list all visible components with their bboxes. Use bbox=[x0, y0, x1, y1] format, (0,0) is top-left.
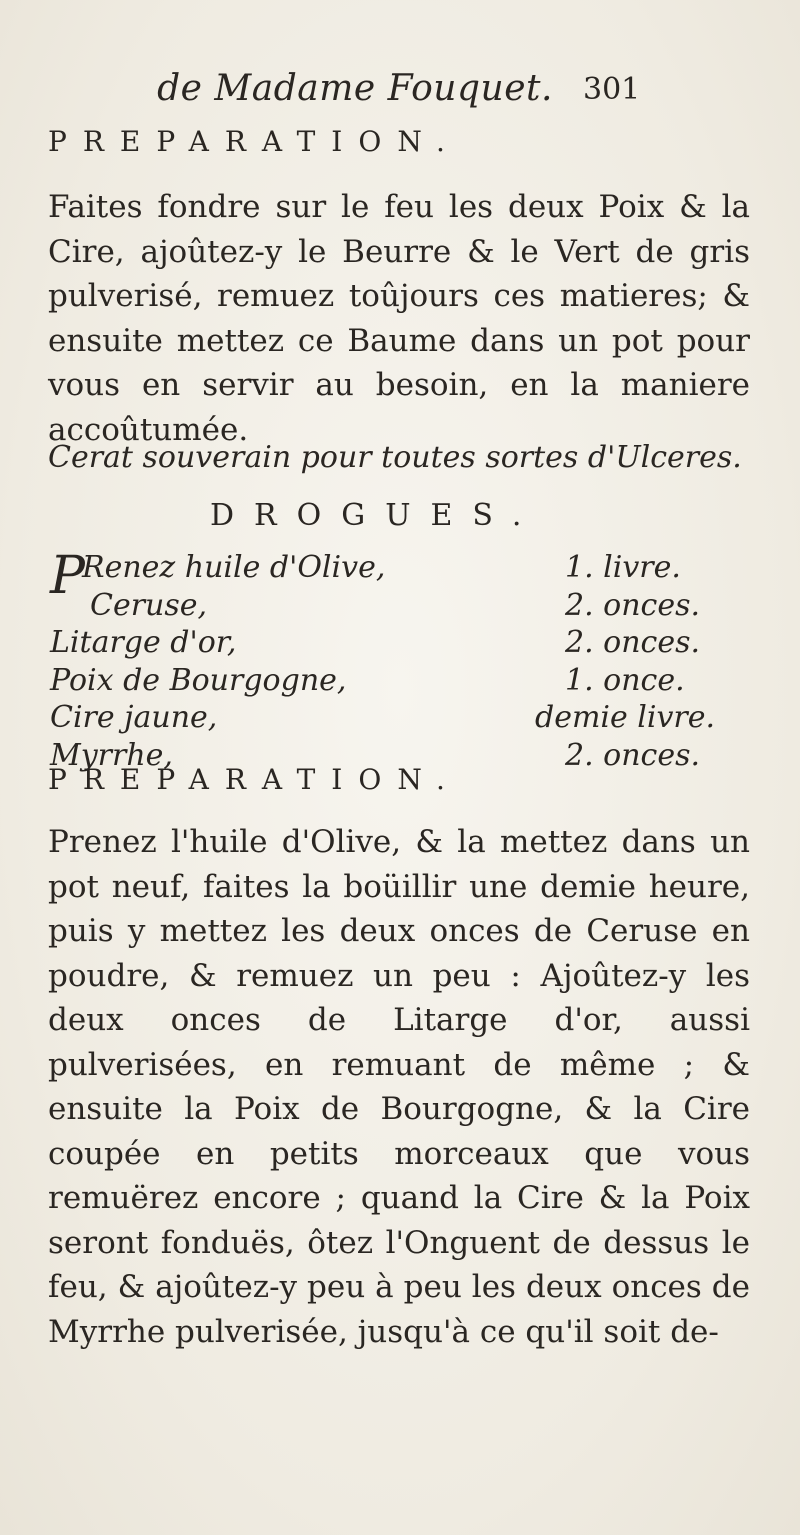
ingredient-list bbox=[50, 546, 750, 775]
ingredient-name: Myrrhe, bbox=[50, 737, 173, 773]
preparation-paragraph-2: Prenez l'huile d'Olive, & la mettez dans un pot neuf, faites la boüillir une demie heure, puis y mettez les deux onces de Ceruse en poudre, & remuez un peu : Ajoûtez-y les deux onces de Litarge d'or, aussi pulverisées, en remuant de même ; & ensuite la Poix de Bourgogne, & la Cire coupée en petits morceaux que vous remuërez encore ; quand la Cire & la Poix seront fonduës, ôtez l'Onguent de dessus le feu, & ajoûtez-y peu à peu les deux onces de Myrrhe pulverisée, jusqu'à ce qu'il soit de- bbox=[48, 824, 750, 1350]
ingredient-row bbox=[50, 663, 750, 701]
page-number: 301 bbox=[583, 72, 641, 107]
preparation-heading-2: PREPARATION. bbox=[48, 763, 461, 796]
ingredient-row bbox=[50, 550, 750, 588]
ingredient-quantity: 2. onces. bbox=[565, 737, 701, 773]
ingredient-name: Poix de Bourgogne, bbox=[50, 662, 347, 698]
ingredient-name: Litarge d'or, bbox=[50, 625, 237, 660]
ingredient-quantity: 1. once. bbox=[565, 662, 685, 698]
running-header: de Madame Fouquet. bbox=[157, 68, 553, 109]
preparation-paragraph-1: Faites fondre sur le feu les deux Poix & la Cire, ajoûtez-y le Beurre & le Vert de gris pulverisé, remuez toûjours ces matieres; & ensuite mettez ce Baume dans un pot pour vous en servir au besoin, en la maniere accoûtumée. bbox=[48, 189, 750, 448]
ingredient-quantity: 2. onces. bbox=[565, 587, 701, 623]
ingredient-name: Cire jaune, bbox=[50, 700, 218, 735]
ingredient-row bbox=[50, 700, 750, 738]
drogues-heading: DROGUES. bbox=[210, 498, 542, 533]
ingredient-quantity: 2. onces. bbox=[565, 625, 701, 660]
ingredient-row bbox=[50, 588, 750, 626]
ingredient-row bbox=[50, 625, 750, 663]
ingredient-name: Ceruse, bbox=[90, 587, 208, 623]
ingredient-quantity: demie livre. bbox=[535, 700, 716, 735]
drop-cap: P bbox=[50, 546, 85, 606]
recipe-title: Cerat souverain pour toutes sortes d'Ulceres. bbox=[48, 440, 742, 475]
preparation-heading-1: PREPARATION. bbox=[48, 125, 461, 158]
ingredient-name: Renez huile d'Olive, bbox=[82, 550, 386, 585]
ingredient-quantity: 1. livre. bbox=[565, 550, 681, 585]
